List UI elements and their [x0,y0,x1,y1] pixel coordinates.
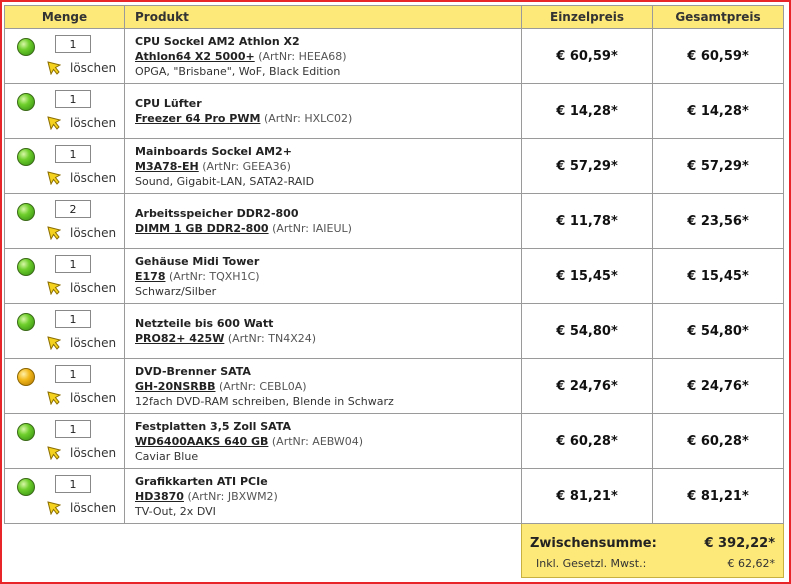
delete-cursor-icon [47,281,61,295]
delete-button[interactable] [47,61,116,75]
status-light-icon [17,478,35,496]
unit-price: € 81,21* [522,469,653,524]
product-category: Mainboards Sockel AM2+ [135,144,292,158]
product-link[interactable]: HD3870 [135,489,184,503]
product-cell [125,249,522,304]
status-light-icon [17,148,35,166]
status-light-icon [17,313,35,331]
delete-label: löschen [70,336,117,350]
qty-cell [5,29,125,84]
product-description: OPGA, "Brisbane", WoF, Black Edition [135,64,341,78]
article-number: (ArtNr: CEBL0A) [218,379,307,393]
qty-cell [5,414,125,469]
qty-cell [5,249,125,304]
qty-cell [5,194,125,249]
unit-price: € 60,28* [522,414,653,469]
delete-button[interactable] [47,501,116,515]
total-price: € 60,28* [653,414,784,469]
article-number: (ArtNr: JBXWM2) [187,489,278,503]
delete-label: löschen [70,391,117,405]
delete-cursor-icon [47,61,61,75]
quantity-input[interactable] [55,200,91,218]
product-link[interactable]: E178 [135,269,166,283]
delete-label: löschen [70,281,117,295]
quantity-input[interactable] [55,365,91,383]
unit-price: € 24,76* [522,359,653,414]
product-category: Netzteile bis 600 Watt [135,317,274,330]
status-light-icon [17,368,35,386]
quantity-input[interactable] [55,475,91,493]
status-light-icon [17,258,35,276]
cart-row [5,469,784,524]
delete-label: löschen [70,61,117,75]
product-cell [125,304,522,359]
cart-row [5,414,784,469]
delete-button[interactable] [47,116,116,130]
delete-label: löschen [70,446,117,460]
product-link[interactable]: GH-20NSRBB [135,379,216,393]
status-light-icon [17,203,35,221]
unit-price: € 11,78* [522,194,653,249]
product-link[interactable]: WD6400AAKS 640 GB [135,434,269,448]
article-number: (ArtNr: HXLC02) [263,112,353,125]
delete-cursor-icon [47,116,61,130]
summary-row [5,524,784,578]
product-description: Caviar Blue [135,449,199,463]
product-cell [125,139,522,194]
product-cell [125,194,522,249]
product-cell [125,359,522,414]
quantity-input[interactable] [55,420,91,438]
product-description: Schwarz/Silber [135,284,217,298]
vat-label: Inkl. Gesetzl. Mwst.: [536,556,647,570]
article-number: (ArtNr: IAIEUL) [272,222,352,235]
product-description: 12fach DVD-RAM schreiben, Blende in Schwarz [135,394,394,408]
qty-cell [5,84,125,139]
product-description: TV-Out, 2x DVI [135,504,216,518]
unit-price: € 15,45* [522,249,653,304]
header-qty: Menge [5,6,125,29]
total-price: € 24,76* [653,359,784,414]
product-cell [125,29,522,84]
quantity-input[interactable] [55,35,91,53]
total-price: € 81,21* [653,469,784,524]
product-category: DVD-Brenner SATA [135,364,251,378]
cart-row [5,304,784,359]
unit-price: € 60,59* [522,29,653,84]
qty-cell [5,469,125,524]
product-category: CPU Sockel AM2 Athlon X2 [135,34,300,48]
product-link[interactable]: Athlon64 X2 5000+ [135,49,255,63]
delete-button[interactable] [47,391,116,405]
article-number: (ArtNr: AEBW04) [271,434,364,448]
delete-cursor-icon [47,171,61,185]
header-product: Produkt [125,6,522,29]
quantity-input[interactable] [55,310,91,328]
delete-button[interactable] [47,171,116,185]
unit-price: € 14,28* [522,84,653,139]
status-light-icon [17,423,35,441]
cart-row [5,359,784,414]
delete-button[interactable] [47,446,116,460]
delete-button[interactable] [47,226,116,240]
delete-button[interactable] [47,336,116,350]
cart-table [4,5,784,578]
cart-row [5,139,784,194]
delete-cursor-icon [47,391,61,405]
delete-label: löschen [70,226,117,240]
cart-row [5,249,784,304]
delete-cursor-icon [47,501,61,515]
product-category: Grafikkarten ATI PCIe [135,474,268,488]
delete-cursor-icon [47,336,61,350]
total-price: € 14,28* [653,84,784,139]
product-category: Gehäuse Midi Tower [135,254,260,268]
summary-spacer [5,524,522,578]
qty-cell [5,304,125,359]
product-link[interactable]: PRO82+ 425W [135,332,225,345]
product-cell [125,414,522,469]
total-price: € 23,56* [653,194,784,249]
status-light-icon [17,93,35,111]
cart-row [5,194,784,249]
delete-label: löschen [70,116,117,130]
article-number: (ArtNr: TN4X24) [227,332,317,345]
quantity-input[interactable] [55,145,91,163]
qty-cell [5,359,125,414]
summary-box [522,524,784,578]
product-category: Festplatten 3,5 Zoll SATA [135,419,292,433]
product-link[interactable]: DIMM 1 GB DDR2-800 [135,222,269,235]
subtotal-value: € 392,22* [704,535,775,551]
product-description: Sound, Gigabit-LAN, SATA2-RAID [135,174,315,188]
delete-label: löschen [70,501,117,515]
total-price: € 54,80* [653,304,784,359]
product-cell [125,469,522,524]
total-price: € 15,45* [653,249,784,304]
article-number: (ArtNr: GEEA36) [202,159,291,173]
product-category: CPU Lüfter [135,97,202,110]
article-number: (ArtNr: HEEA68) [258,49,347,63]
total-price: € 60,59* [653,29,784,84]
total-price: € 57,29* [653,139,784,194]
unit-price: € 57,29* [522,139,653,194]
article-number: (ArtNr: TQXH1C) [168,269,260,283]
delete-button[interactable] [47,281,116,295]
quantity-input[interactable] [55,90,91,108]
subtotal-label: Zwischensumme: [530,535,657,551]
product-category: Arbeitsspeicher DDR2-800 [135,207,299,220]
status-light-icon [17,38,35,56]
delete-label: löschen [70,171,117,185]
product-cell [125,84,522,139]
header-total-price: Gesamtpreis [653,6,784,29]
delete-cursor-icon [47,226,61,240]
cart-row [5,84,784,139]
product-link[interactable]: Freezer 64 Pro PWM [135,112,261,125]
header-unit-price: Einzelpreis [522,6,653,29]
qty-cell [5,139,125,194]
cart-row [5,29,784,84]
unit-price: € 54,80* [522,304,653,359]
delete-cursor-icon [47,446,61,460]
vat-value: € 62,62* [727,556,775,570]
cart-header-row [5,6,784,29]
quantity-input[interactable] [55,255,91,273]
product-link[interactable]: M3A78-EH [135,159,199,173]
